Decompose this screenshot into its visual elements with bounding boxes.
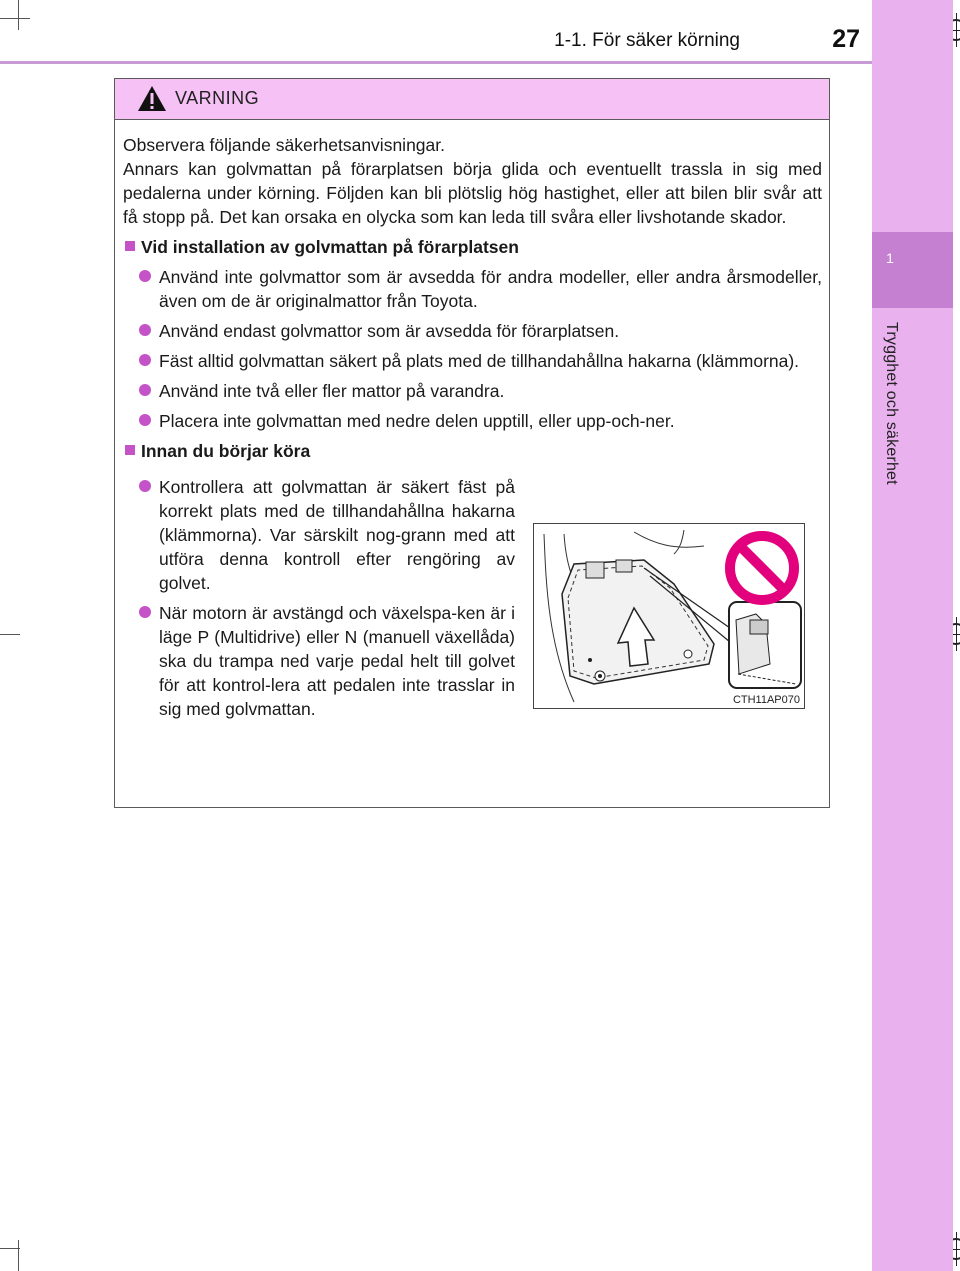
header-rule (0, 61, 872, 64)
list-item: Fäst alltid golvmattan säkert på plats med de tillhandahållna hakarna (klämmorna). (123, 349, 822, 373)
section-heading: Vid installation av golvmattan på förarplatsen (123, 235, 822, 259)
bullet-dot-icon (139, 384, 151, 396)
page-number: 27 (832, 25, 860, 53)
warning-box (114, 78, 830, 808)
crop-mark (0, 18, 30, 19)
list-item: Kontrollera att golvmattan är säkert fäst på korrekt plats med de tillhandahållna hakarna (klämmorna). Var särskilt nog-grann med att utföra denna kontroll efter rengöring av golvet. (123, 475, 515, 595)
list-item: Använd endast golvmattor som är avsedda för förarplatsen. (123, 319, 822, 343)
chapter-number: 1 (886, 250, 894, 266)
bullet-dot-icon (139, 270, 151, 282)
crop-mark (18, 1240, 19, 1271)
list-item: När motorn är avstängd och växelspa-ken är i läge P (Multidrive) eller N (manuell växellåda) ska du trampa ned varje pedal helt till golvet för att kontrol-lera att pedalen inte trasslar in sig med golvmattan. (123, 601, 515, 721)
bullet-dot-icon (139, 606, 151, 618)
bullet-dot-icon (139, 480, 151, 492)
square-bullet-icon (125, 445, 135, 455)
bullet-dot-icon (139, 324, 151, 336)
chapter-title: Trygghet och säkerhet (883, 322, 900, 485)
warning-header (115, 79, 829, 120)
crop-mark (0, 1248, 20, 1249)
crop-mark (18, 0, 19, 30)
warning-triangle-icon (137, 85, 167, 112)
figure-code: CTH11AP070 (732, 694, 800, 706)
square-bullet-icon (125, 241, 135, 251)
floor-mat-drawing (534, 524, 803, 707)
warning-paragraph: Annars kan golvmattan på förarplatsen börja glida och eventuellt trassla in sig med pedalerna under körning. Följden kan bli plötslig hög hastighet, eller att bilen blir svår att få stopp på. Det kan orsaka en olycka som kan leda till svåra eller livshotande skador. (123, 159, 822, 227)
list-item: Använd inte golvmattor som är avsedda för andra modeller, eller andra årsmodeller, även om de är originalmattor från Toyota. (123, 265, 822, 313)
two-column-text (123, 475, 515, 721)
section-title: 1-1. För säker körning (554, 30, 740, 51)
floor-mat-illustration (533, 523, 805, 709)
warning-title: VARNING (175, 88, 260, 108)
bullet-dot-icon (139, 354, 151, 366)
list-item: Placera inte golvmattan med nedre delen upptill, eller upp-och-ner. (123, 409, 822, 433)
list-item: Använd inte två eller fler mattor på varandra. (123, 379, 822, 403)
section-heading: Innan du börjar köra (123, 439, 822, 463)
warning-intro: Observera följande säkerhetsanvisningar. (123, 135, 445, 155)
chapter-tab (872, 0, 953, 1271)
crop-mark (0, 634, 20, 635)
bullet-dot-icon (139, 414, 151, 426)
chapter-tab-active (872, 232, 953, 308)
